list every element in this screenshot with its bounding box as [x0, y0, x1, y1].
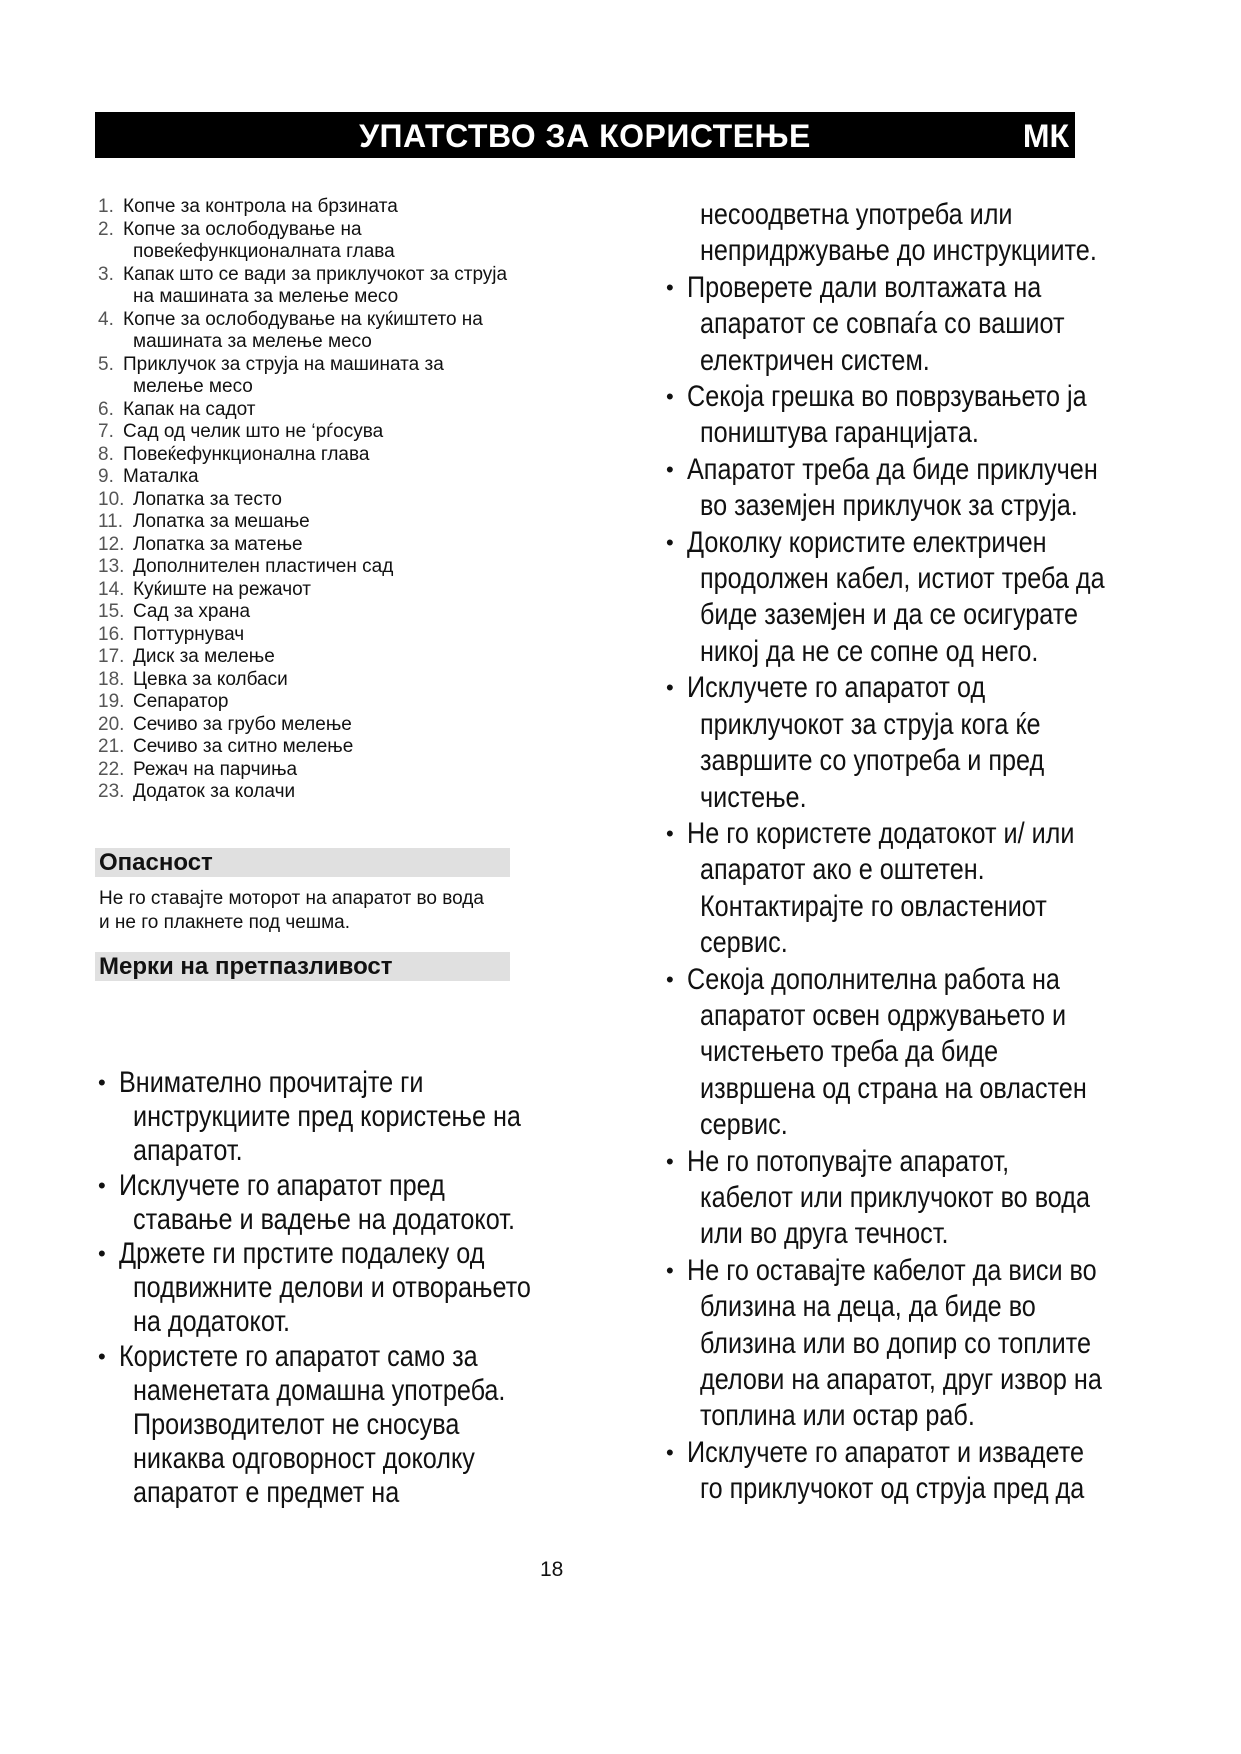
- precaution-line: завршите со употреба и пред: [700, 744, 1045, 778]
- precaution-line: или во друга течност.: [700, 1217, 949, 1251]
- precaution-line: чистење.: [700, 780, 807, 814]
- precaution-line: близина или во допир со топлите: [700, 1326, 1091, 1360]
- parts-list-item: [98, 466, 598, 489]
- item-number: 21.: [98, 736, 125, 757]
- precaution-line: апаратот ако е оштетен.: [700, 853, 985, 887]
- item-number: 18.: [98, 668, 125, 690]
- item-number: 23.: [98, 781, 125, 802]
- bullet-icon: •: [666, 966, 674, 992]
- bullet-icon: •: [666, 1148, 674, 1174]
- parts-list-item: [98, 714, 598, 737]
- bullet-icon: •: [666, 820, 674, 846]
- precaution-item: [666, 1435, 1182, 1508]
- item-number: 11.: [98, 511, 124, 532]
- precaution-line: извршена од страна на овластен: [700, 1071, 1087, 1105]
- precaution-line: Држете ги прстите подалеку од: [119, 1237, 485, 1271]
- danger-heading: Опасност: [95, 848, 510, 877]
- bullet-icon: •: [666, 456, 674, 482]
- bullet-icon: •: [98, 1070, 106, 1095]
- item-label: Приклучок за струја на машината за: [123, 353, 444, 375]
- precaution-line: приклучокот за струја кога ќе: [700, 707, 1041, 741]
- item-number: 17.: [98, 646, 125, 667]
- page-number: 18: [540, 1558, 564, 1581]
- item-number: 7.: [98, 421, 114, 442]
- precaution-line: Контактирајте го овластениот: [700, 889, 1047, 923]
- precaution-line: електричен систем.: [700, 343, 930, 377]
- item-number: 9.: [98, 466, 114, 487]
- parts-list-item: [98, 196, 598, 219]
- precaution-line: Секоја дополнителна работа на: [687, 962, 1060, 996]
- parts-list-item: [98, 736, 598, 759]
- item-number: 22.: [98, 758, 125, 780]
- item-number: 6.: [98, 398, 114, 420]
- item-label: Сад од челик што не ‘рѓосува: [123, 421, 384, 442]
- item-label: Дополнителен пластичен сад: [133, 556, 394, 577]
- precaution-line: Не го користете додатокот и/ или: [687, 816, 1075, 850]
- precaution-line: Секоја грешка во поврзувањето ја: [687, 380, 1087, 414]
- item-number: 19.: [98, 691, 125, 712]
- bullet-icon: •: [666, 1439, 674, 1465]
- precautions-list-left: [98, 1066, 607, 1511]
- item-number: 1.: [98, 196, 114, 217]
- parts-list-item: [98, 421, 598, 444]
- precaution-line: чистењето треба да биде: [700, 1035, 999, 1069]
- precaution-line: сервис.: [700, 926, 788, 960]
- item-label: Повеќефункционална глава: [123, 443, 370, 465]
- item-label: Цевка за колбаси: [133, 668, 288, 690]
- precaution-item: [666, 1144, 1182, 1253]
- parts-list-item: [98, 534, 598, 557]
- page-title: УПАТСТВО ЗА КОРИСТЕЊЕ: [359, 118, 811, 154]
- parts-list-item: [98, 691, 598, 714]
- precaution-line: апаратот се совпаѓа со вашиот: [700, 307, 1065, 341]
- item-label: Диск за мелење: [133, 646, 275, 667]
- item-number: 12.: [98, 533, 125, 555]
- precaution-line: делови на апаратот, друг извор на: [700, 1363, 1102, 1396]
- item-label: Капак на садот: [123, 398, 256, 420]
- precaution-line: Не го оставајте кабелот да виси во: [687, 1253, 1097, 1287]
- item-label: Режач на парчиња: [133, 758, 298, 780]
- parts-list-item: [98, 579, 598, 602]
- parts-list-item: [98, 444, 598, 467]
- precaution-line: продолжен кабел, истиот треба да: [700, 562, 1105, 596]
- precaution-line: го приклучокот од струја пред да: [700, 1472, 1085, 1506]
- bullet-icon: •: [98, 1172, 106, 1198]
- item-number: 3.: [98, 263, 114, 285]
- parts-list-item: [98, 601, 598, 624]
- precaution-line: сервис.: [700, 1108, 788, 1142]
- item-label: Додаток за колачи: [133, 781, 296, 802]
- precaution-line: на додатокот.: [133, 1305, 291, 1339]
- precaution-line: Исклучете го апаратот и извадете: [687, 1435, 1084, 1469]
- item-label: мелење месо: [133, 376, 253, 397]
- bullet-icon: •: [666, 384, 674, 410]
- item-label: Копче за ослободување на: [123, 218, 362, 240]
- item-number: 20.: [98, 713, 125, 735]
- precaution-line: Апаратот треба да биде приклучен: [687, 452, 1098, 486]
- bullet-icon: •: [98, 1343, 106, 1369]
- precaution-item: [666, 525, 1182, 671]
- item-label: Сепаратор: [133, 691, 229, 712]
- precaution-line: поништува гаранцијата.: [700, 416, 979, 450]
- item-label: Копче за ослободување на куќиштето на: [123, 308, 483, 330]
- parts-list-item: [98, 646, 598, 669]
- precaution-line: биде заземјен и да се осигурате: [700, 598, 1079, 632]
- parts-list-item: [98, 759, 598, 782]
- precaution-item: [666, 670, 1182, 816]
- precaution-line: Проверете дали волтажата на: [687, 270, 1042, 304]
- parts-list-item: [98, 781, 598, 804]
- precaution-item: [666, 270, 1182, 379]
- bullet-icon: •: [666, 274, 674, 300]
- item-number: 2.: [98, 218, 114, 240]
- bullet-icon: •: [666, 1257, 674, 1283]
- precaution-line: никаква одговорност доколку: [133, 1442, 475, 1476]
- item-label: Сечиво за ситно мелење: [133, 736, 354, 757]
- precaution-line: никој да не се сопне од него.: [700, 634, 1039, 668]
- bullet-icon: •: [666, 529, 674, 555]
- precaution-line: непридржување до инструкциите.: [700, 234, 1097, 268]
- precaution-item: [666, 962, 1182, 1144]
- language-code: МК: [1022, 118, 1069, 154]
- precaution-line: кабелот или приклучокот во вода: [700, 1180, 1090, 1214]
- item-number: 13.: [98, 556, 125, 577]
- page-header-bar: [95, 112, 1075, 158]
- precaution-line: апаратот е предмет на: [133, 1476, 400, 1510]
- parts-list-item: [98, 624, 598, 647]
- precaution-line: Користете го апаратот само за: [119, 1339, 478, 1373]
- parts-list-item: [98, 511, 598, 534]
- precaution-line: наменетата домашна употреба.: [133, 1373, 506, 1407]
- item-number: 4.: [98, 308, 114, 330]
- precaution-line: во заземјен приклучок за струја.: [700, 489, 1078, 523]
- precaution-line: Исклучете го апаратот пред: [119, 1168, 445, 1202]
- item-number: 8.: [98, 443, 114, 465]
- parts-list-item: [98, 556, 598, 579]
- item-number: 5.: [98, 353, 114, 375]
- parts-list-item: [98, 264, 598, 309]
- item-number: 14.: [98, 578, 125, 600]
- parts-list-item: [98, 354, 598, 399]
- item-label: Куќиште на режачот: [133, 578, 311, 600]
- item-label: Копче за контрола на брзината: [123, 196, 398, 217]
- precaution-line: близина на деца, да биде во: [700, 1290, 1036, 1324]
- precaution-line: подвижните делови и отворањето: [133, 1271, 531, 1305]
- precaution-line: Производителот не сносува: [133, 1408, 460, 1442]
- precaution-item: [666, 816, 1182, 962]
- item-label: Лопатка за тесто: [133, 488, 282, 510]
- parts-list: [98, 196, 598, 804]
- precaution-line: Доколку користите електричен: [687, 525, 1047, 559]
- item-label: повеќефункционалната глава: [133, 241, 395, 262]
- parts-list-item: [98, 669, 598, 692]
- precaution-item: [98, 1066, 607, 1169]
- item-label: на машината за мелење месо: [133, 286, 399, 307]
- danger-line: Не го ставајте моторот на апаратот во вода: [99, 888, 484, 909]
- item-label: Лопатка за мешање: [133, 511, 310, 532]
- precaution-line: апаратот.: [133, 1134, 243, 1168]
- item-label: машината за мелење месо: [133, 331, 372, 352]
- parts-list-item: [98, 399, 598, 422]
- precaution-item: [98, 1339, 607, 1511]
- item-label: Капак што се вади за приклучокот за струја: [123, 263, 508, 285]
- precaution-line: инструкциите пред користење на: [133, 1100, 521, 1134]
- item-number: 10.: [98, 488, 125, 510]
- precaution-item: [666, 379, 1182, 452]
- danger-line: и не го плакнете под чешма.: [99, 912, 351, 933]
- parts-list-item: [98, 489, 598, 512]
- precaution-item: [666, 1253, 1182, 1435]
- precaution-line: Исклучете го апаратот од: [687, 671, 986, 705]
- danger-text: [99, 887, 484, 935]
- item-label: Маталка: [123, 466, 199, 487]
- precaution-line: ставање и вадење на додатокот.: [133, 1202, 515, 1236]
- item-label: Поттурнувач: [133, 623, 245, 645]
- precaution-item: [666, 452, 1182, 525]
- bullet-icon: •: [98, 1241, 106, 1267]
- precaution-line: Не го потопувајте апаратот,: [687, 1144, 1010, 1178]
- precaution-item: [98, 1237, 607, 1340]
- parts-list-item: [98, 219, 598, 264]
- precaution-item: [670, 197, 1182, 270]
- precaution-line: Внимателно прочитајте ги: [119, 1066, 424, 1099]
- precaution-line: топлина или остар раб.: [700, 1399, 975, 1433]
- precaution-line: апаратот освен одржувањето и: [700, 998, 1067, 1032]
- item-label: Сечиво за грубо мелење: [133, 713, 352, 735]
- precautions-heading: Мерки на претпазливост: [95, 952, 510, 981]
- item-label: Лопатка за матење: [133, 533, 303, 555]
- item-number: 16.: [98, 623, 125, 645]
- precaution-item: [98, 1168, 607, 1237]
- parts-list-item: [98, 309, 598, 354]
- precautions-list-right: [666, 197, 1182, 1508]
- item-number: 15.: [98, 601, 125, 622]
- precaution-line: несоодветна употреба или: [700, 198, 1013, 231]
- item-label: Сад за храна: [133, 601, 251, 622]
- bullet-icon: •: [666, 675, 674, 701]
